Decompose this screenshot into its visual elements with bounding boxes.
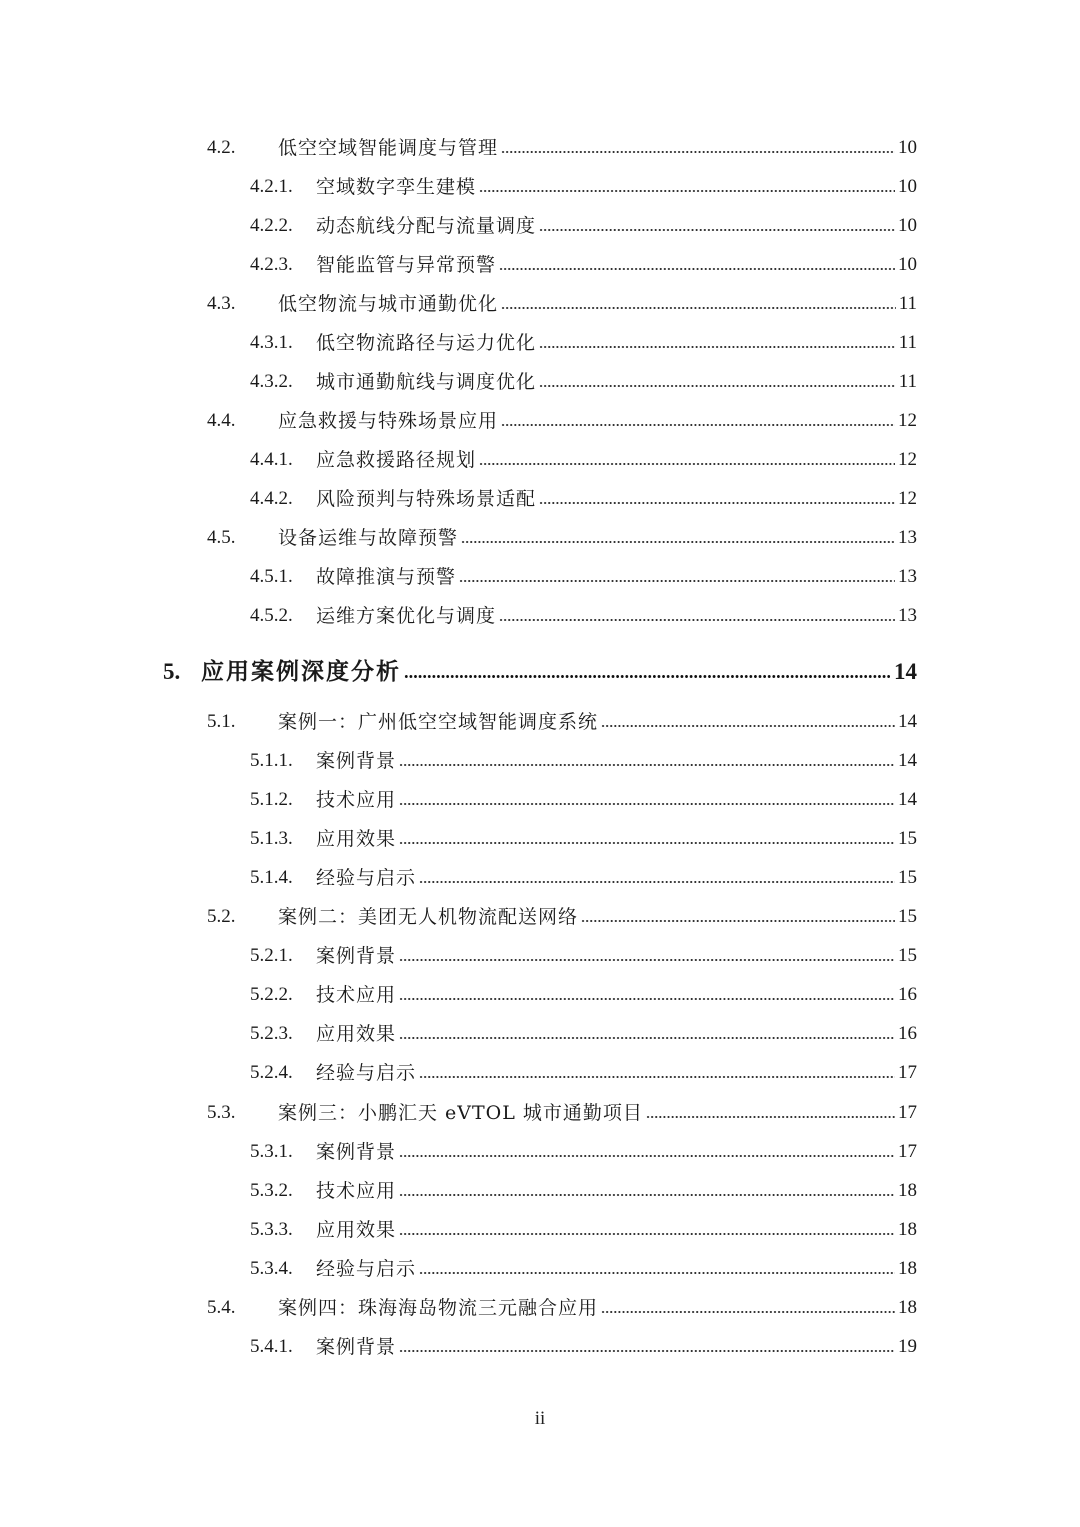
toc-entry-number: 4.2.1. — [250, 176, 293, 197]
toc-entry-page-number: 18 — [898, 1258, 917, 1279]
toc-entry-page-number: 12 — [898, 488, 917, 509]
toc-entry-number: 4.2.3. — [250, 254, 293, 275]
toc-dot-leader — [419, 1270, 895, 1276]
toc-entry-level-2[interactable] — [207, 704, 917, 734]
toc-entry-title: 智能监管与异常预警 — [316, 254, 497, 276]
toc-entry-number: 5.3. — [207, 1102, 236, 1123]
toc-entry-number: 5.1. — [207, 711, 236, 732]
toc-entry-number: 5.3.2. — [250, 1180, 293, 1201]
toc-entry-page-number: 10 — [898, 137, 917, 158]
toc-entry-level-3[interactable] — [250, 821, 917, 851]
toc-entry-level-3[interactable] — [250, 1016, 917, 1046]
toc-entry-page-number: 12 — [898, 410, 917, 431]
toc-dot-leader — [646, 1114, 895, 1120]
toc-entry-title: 应急救援与特殊场景应用 — [278, 410, 499, 432]
toc-entry-page-number: 14 — [894, 659, 917, 684]
toc-entry-page-number: 15 — [898, 906, 917, 927]
toc-entry-number: 5.2.4. — [250, 1062, 293, 1083]
toc-entry-number: 4.2. — [207, 137, 236, 158]
toc-entry-title: 低空物流路径与运力优化 — [316, 332, 537, 354]
toc-entry-title: 技术应用 — [316, 1180, 397, 1202]
toc-entry-level-3[interactable] — [250, 860, 917, 890]
toc-entry-page-number: 17 — [898, 1062, 917, 1083]
toc-entry-number: 5. — [163, 659, 181, 684]
toc-entry-level-3[interactable] — [250, 442, 917, 472]
toc-entry-number: 4.3.1. — [250, 332, 293, 353]
toc-entry-page-number: 16 — [898, 984, 917, 1005]
toc-dot-leader — [581, 918, 895, 924]
toc-entry-page-number: 19 — [898, 1336, 917, 1357]
toc-entry-page-number: 13 — [898, 527, 917, 548]
toc-entry-level-3[interactable] — [250, 743, 917, 773]
toc-entry-number: 5.1.1. — [250, 750, 293, 771]
toc-entry-title: 动态航线分配与流量调度 — [316, 215, 537, 237]
toc-entry-title: 运维方案优化与调度 — [316, 605, 497, 627]
toc-entry-level-3[interactable] — [250, 208, 917, 238]
toc-entry-title: 应用案例深度分析 — [201, 658, 401, 685]
toc-entry-page-number: 17 — [898, 1141, 917, 1162]
toc-dot-leader — [601, 723, 895, 729]
toc-dot-leader — [479, 461, 895, 467]
toc-dot-leader — [539, 344, 896, 350]
toc-entry-page-number: 10 — [898, 176, 917, 197]
toc-entry-number: 4.3.2. — [250, 371, 293, 392]
toc-entry-number: 5.1.2. — [250, 789, 293, 810]
toc-entry-level-3[interactable] — [250, 1212, 917, 1242]
toc-entry-level-2[interactable] — [207, 286, 917, 316]
toc-entry-title: 经验与启示 — [316, 1258, 417, 1280]
toc-dot-leader — [539, 500, 895, 506]
toc-entry-number: 5.2. — [207, 906, 236, 927]
toc-entry-page-number: 12 — [898, 449, 917, 470]
toc-entry-page-number: 14 — [898, 711, 917, 732]
toc-entry-level-2[interactable] — [207, 403, 917, 433]
toc-entry-level-3[interactable] — [250, 782, 917, 812]
toc-entry-page-number: 13 — [898, 566, 917, 587]
toc-entry-title: 应用效果 — [316, 1023, 397, 1045]
toc-dot-leader — [539, 383, 896, 389]
toc-entry-page-number: 18 — [898, 1180, 917, 1201]
toc-dot-leader — [399, 1153, 895, 1159]
toc-entry-title: 应急救援路径规划 — [316, 449, 477, 471]
toc-entry-level-3[interactable] — [250, 559, 917, 589]
toc-entry-level-3[interactable] — [250, 1251, 917, 1281]
toc-entry-level-3[interactable] — [250, 364, 917, 394]
toc-entry-page-number: 11 — [898, 293, 917, 314]
toc-entry-page-number: 11 — [898, 332, 917, 353]
toc-entry-page-number: 15 — [898, 828, 917, 849]
toc-entry-title: 案例背景 — [316, 1141, 397, 1163]
toc-dot-leader — [501, 149, 895, 155]
toc-entry-page-number: 14 — [898, 789, 917, 810]
toc-entry-number: 5.1.4. — [250, 867, 293, 888]
toc-entry-level-3[interactable] — [250, 977, 917, 1007]
toc-dot-leader — [399, 957, 895, 963]
toc-entry-title: 案例一：广州低空空域智能调度系统 — [278, 711, 599, 733]
toc-entry-page-number: 15 — [898, 945, 917, 966]
toc-entry-number: 4.4.1. — [250, 449, 293, 470]
toc-entry-page-number: 11 — [898, 371, 917, 392]
page-footer-number: ii — [534, 1408, 546, 1429]
toc-entry-level-3[interactable] — [250, 1329, 917, 1359]
toc-dot-leader — [461, 539, 895, 545]
toc-dot-leader — [419, 879, 895, 885]
toc-dot-leader — [399, 1035, 895, 1041]
toc-entry-level-2[interactable] — [207, 1290, 917, 1320]
toc-dot-leader — [399, 840, 895, 846]
toc-entry-level-3[interactable] — [250, 169, 917, 199]
toc-entry-number: 5.3.3. — [250, 1219, 293, 1240]
toc-entry-number: 5.4.1. — [250, 1336, 293, 1357]
toc-dot-leader — [399, 1231, 895, 1237]
toc-dot-leader — [501, 422, 895, 428]
toc-entry-level-3[interactable] — [250, 598, 917, 628]
toc-dot-leader — [399, 762, 895, 768]
toc-entry-number: 4.2.2. — [250, 215, 293, 236]
toc-entry-number: 4.3. — [207, 293, 236, 314]
toc-dot-leader — [499, 266, 895, 272]
toc-entry-title: 故障推演与预警 — [316, 566, 457, 588]
toc-entry-number: 4.5.2. — [250, 605, 293, 626]
toc-entry-level-3[interactable] — [250, 1173, 917, 1203]
toc-entry-title: 应用效果 — [316, 828, 397, 850]
toc-dot-leader — [479, 188, 895, 194]
toc-entry-title: 低空空域智能调度与管理 — [278, 137, 499, 159]
toc-entry-level-2[interactable] — [207, 130, 917, 160]
toc-entry-level-3[interactable] — [250, 481, 917, 511]
toc-dot-leader — [601, 1309, 895, 1315]
toc-entry-page-number: 14 — [898, 750, 917, 771]
toc-entry-title: 案例三：小鹏汇天 eVTOL 城市通勤项目 — [278, 1102, 643, 1124]
toc-entry-title: 应用效果 — [316, 1219, 397, 1241]
toc-dot-leader — [539, 227, 895, 233]
toc-entry-level-3[interactable] — [250, 1134, 917, 1164]
toc-entry-title: 经验与启示 — [316, 1062, 417, 1084]
toc-entry-page-number: 18 — [898, 1219, 917, 1240]
toc-entry-title: 案例背景 — [316, 1336, 397, 1358]
toc-entry-number: 5.2.1. — [250, 945, 293, 966]
toc-dot-leader — [399, 996, 895, 1002]
toc-entry-page-number: 10 — [898, 254, 917, 275]
toc-entry-title: 技术应用 — [316, 984, 397, 1006]
toc-entry-number: 5.2.2. — [250, 984, 293, 1005]
toc-entry-level-1[interactable] — [163, 652, 917, 686]
toc-entry-title: 经验与启示 — [316, 867, 417, 889]
toc-entry-title: 设备运维与故障预警 — [278, 527, 459, 549]
toc-entry-level-2[interactable] — [207, 520, 917, 550]
toc-entry-page-number: 10 — [898, 215, 917, 236]
toc-entry-level-2[interactable] — [207, 1095, 917, 1125]
toc-entry-level-3[interactable] — [250, 1055, 917, 1085]
toc-dot-leader — [399, 1192, 895, 1198]
toc-dot-leader — [459, 578, 895, 584]
toc-entry-title: 低空物流与城市通勤优化 — [278, 293, 499, 315]
toc-entry-number: 5.4. — [207, 1297, 236, 1318]
toc-entry-title: 技术应用 — [316, 789, 397, 811]
toc-dot-leader — [419, 1074, 895, 1080]
toc-entry-title: 案例二：美团无人机物流配送网络 — [278, 906, 579, 928]
toc-dot-leader — [404, 673, 891, 680]
toc-entry-level-2[interactable] — [207, 899, 917, 929]
toc-entry-number: 5.2.3. — [250, 1023, 293, 1044]
toc-entry-number: 5.1.3. — [250, 828, 293, 849]
toc-entry-page-number: 16 — [898, 1023, 917, 1044]
toc-entry-number: 4.4. — [207, 410, 236, 431]
toc-entry-number: 4.5.1. — [250, 566, 293, 587]
toc-entry-title: 空域数字孪生建模 — [316, 176, 477, 198]
toc-entry-title: 案例背景 — [316, 750, 397, 772]
toc-entry-number: 4.4.2. — [250, 488, 293, 509]
toc-entry-level-3[interactable] — [250, 938, 917, 968]
toc-entry-number: 5.3.4. — [250, 1258, 293, 1279]
toc-dot-leader — [501, 305, 896, 311]
toc-entry-number: 5.3.1. — [250, 1141, 293, 1162]
toc-entry-title: 城市通勤航线与调度优化 — [316, 371, 537, 393]
toc-entry-page-number: 17 — [898, 1102, 917, 1123]
toc-entry-title: 案例背景 — [316, 945, 397, 967]
toc-entry-page-number: 13 — [898, 605, 917, 626]
toc-entry-title: 案例四：珠海海岛物流三元融合应用 — [278, 1297, 599, 1319]
toc-entry-number: 4.5. — [207, 527, 236, 548]
toc-entry-page-number: 15 — [898, 867, 917, 888]
toc-entry-level-3[interactable] — [250, 325, 917, 355]
toc-entry-page-number: 18 — [898, 1297, 917, 1318]
toc-dot-leader — [499, 617, 895, 623]
toc-entry-level-3[interactable] — [250, 247, 917, 277]
toc-dot-leader — [399, 801, 895, 807]
toc-dot-leader — [399, 1348, 895, 1354]
toc-entry-title: 风险预判与特殊场景适配 — [316, 488, 537, 510]
